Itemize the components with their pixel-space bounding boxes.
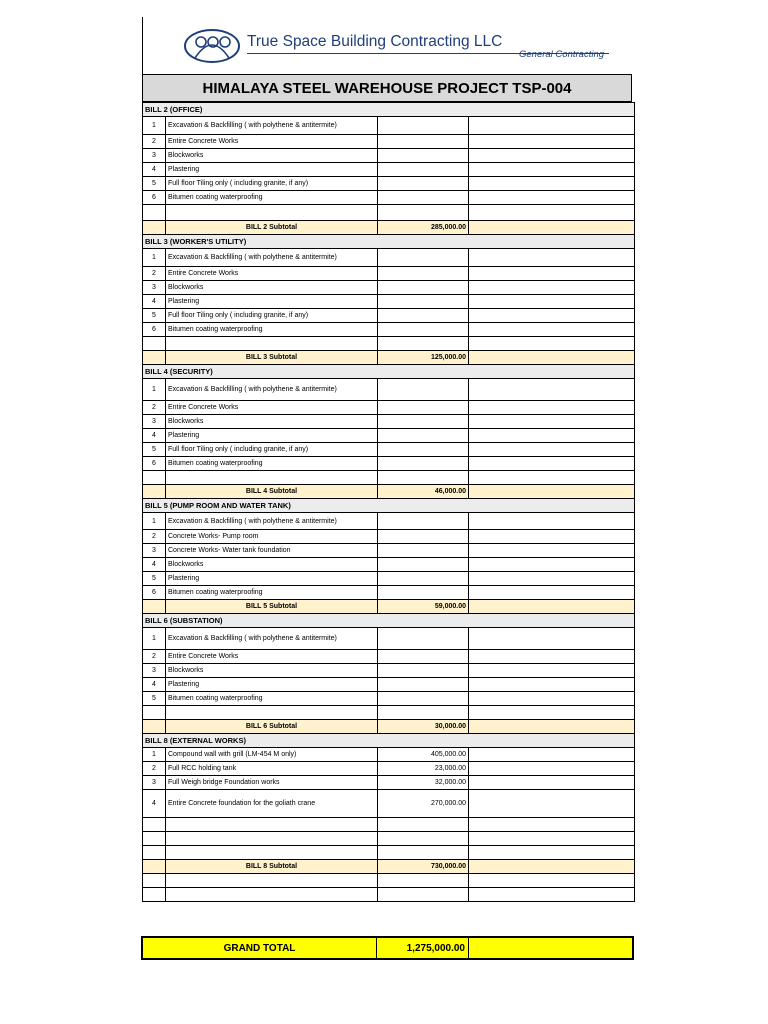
bill-section-heading: [143, 235, 635, 249]
item-description: Compound wall with grill (LM-454 M only): [166, 748, 378, 762]
item-number: 2: [143, 135, 166, 149]
empty-cell: [469, 888, 635, 902]
empty-cell: [166, 706, 378, 720]
item-amount: 32,000.00: [378, 776, 469, 790]
item-number: 6: [143, 457, 166, 471]
item-remarks: [469, 267, 635, 281]
subtotal-label: BILL 2 Subtotal: [166, 221, 378, 235]
table-row: [143, 558, 635, 572]
item-description: Entire Concrete Works: [166, 650, 378, 664]
item-description: Blockworks: [166, 415, 378, 429]
item-number: 5: [143, 692, 166, 706]
item-description: Entire Concrete Works: [166, 267, 378, 281]
table-row: [143, 678, 635, 692]
table-row: [143, 295, 635, 309]
item-number: 6: [143, 191, 166, 205]
item-description: Full floor Tiling only ( including granite, if any): [166, 309, 378, 323]
table-row: [143, 692, 635, 706]
item-number: 1: [143, 513, 166, 530]
bill-subtotal-row: [143, 221, 635, 235]
empty-cell: [378, 874, 469, 888]
item-description: Full floor Tiling only ( including granite, if any): [166, 177, 378, 191]
item-number: 4: [143, 558, 166, 572]
item-number: 2: [143, 530, 166, 544]
item-number: 6: [143, 323, 166, 337]
subtotal-value: 30,000.00: [378, 720, 469, 734]
empty-cell: [166, 888, 378, 902]
subtotal-label: BILL 4 Subtotal: [166, 485, 378, 499]
section-heading-text: BILL 5 (PUMP ROOM AND WATER TANK): [143, 499, 635, 513]
empty-cell: [143, 846, 166, 860]
item-description: Plastering: [166, 295, 378, 309]
item-amount: [378, 664, 469, 678]
item-number: 2: [143, 762, 166, 776]
subtotal-value: 125,000.00: [378, 351, 469, 365]
item-amount: [378, 309, 469, 323]
item-amount: [378, 628, 469, 650]
bill-subtotal-row: [143, 600, 635, 614]
item-number: 5: [143, 443, 166, 457]
subtotal-blank: [143, 720, 166, 734]
item-description: Blockworks: [166, 281, 378, 295]
item-description: Plastering: [166, 678, 378, 692]
bill-subtotal-row: [143, 860, 635, 874]
item-number: 5: [143, 309, 166, 323]
table-row: [143, 664, 635, 678]
empty-row: [143, 337, 635, 351]
empty-cell: [143, 337, 166, 351]
empty-row: [143, 205, 635, 221]
empty-row: [143, 706, 635, 720]
subtotal-value: 59,000.00: [378, 600, 469, 614]
subtotal-label: BILL 5 Subtotal: [166, 600, 378, 614]
empty-cell: [378, 471, 469, 485]
item-amount: [378, 558, 469, 572]
table-row: [143, 135, 635, 149]
item-description: Blockworks: [166, 149, 378, 163]
item-description: Full Weigh bridge Foundation works: [166, 776, 378, 790]
bill-section-heading: [143, 103, 635, 117]
company-tagline: General Contracting: [519, 49, 605, 60]
item-amount: [378, 323, 469, 337]
item-number: 2: [143, 650, 166, 664]
item-number: 4: [143, 429, 166, 443]
item-number: 1: [143, 748, 166, 762]
item-description: Full RCC holding tank: [166, 762, 378, 776]
empty-row: [143, 888, 635, 902]
subtotal-remarks: [469, 485, 635, 499]
empty-cell: [166, 205, 378, 221]
table-row: [143, 443, 635, 457]
item-amount: [378, 415, 469, 429]
table-row: [143, 267, 635, 281]
item-remarks: [469, 149, 635, 163]
empty-cell: [378, 846, 469, 860]
item-remarks: [469, 117, 635, 135]
item-remarks: [469, 650, 635, 664]
subtotal-remarks: [469, 351, 635, 365]
table-row: [143, 415, 635, 429]
item-remarks: [469, 177, 635, 191]
item-remarks: [469, 558, 635, 572]
company-name: True Space Building Contracting LLC: [247, 33, 503, 50]
empty-cell: [143, 832, 166, 846]
item-description: Entire Concrete foundation for the goliath crane: [166, 790, 378, 818]
item-remarks: [469, 379, 635, 401]
bill-section-heading: [143, 499, 635, 513]
item-number: 1: [143, 117, 166, 135]
table-row: [143, 762, 635, 776]
item-amount: [378, 692, 469, 706]
item-number: 6: [143, 586, 166, 600]
table-row: [143, 544, 635, 558]
empty-cell: [166, 874, 378, 888]
item-description: Plastering: [166, 429, 378, 443]
subtotal-value: 46,000.00: [378, 485, 469, 499]
table-row: [143, 117, 635, 135]
table-row: [143, 281, 635, 295]
item-description: Entire Concrete Works: [166, 135, 378, 149]
item-number: 3: [143, 664, 166, 678]
item-amount: [378, 295, 469, 309]
subtotal-remarks: [469, 600, 635, 614]
item-remarks: [469, 309, 635, 323]
table-row: [143, 628, 635, 650]
empty-cell: [143, 818, 166, 832]
item-remarks: [469, 457, 635, 471]
table-row: [143, 513, 635, 530]
item-amount: [378, 650, 469, 664]
grand-total-blank: [469, 938, 632, 958]
item-remarks: [469, 628, 635, 650]
empty-cell: [166, 337, 378, 351]
subtotal-label: BILL 3 Subtotal: [166, 351, 378, 365]
item-number: 2: [143, 267, 166, 281]
item-amount: [378, 379, 469, 401]
subtotal-value: 285,000.00: [378, 221, 469, 235]
item-description: Blockworks: [166, 558, 378, 572]
table-row: [143, 191, 635, 205]
grand-total-row: [141, 936, 634, 960]
section-heading-text: BILL 8 (EXTERNAL WORKS): [143, 734, 635, 748]
empty-cell: [378, 337, 469, 351]
bill-section-heading: [143, 734, 635, 748]
item-remarks: [469, 776, 635, 790]
item-remarks: [469, 790, 635, 818]
item-amount: [378, 443, 469, 457]
empty-row: [143, 874, 635, 888]
empty-cell: [469, 832, 635, 846]
empty-cell: [378, 888, 469, 902]
item-remarks: [469, 572, 635, 586]
item-description: Full floor Tiling only ( including granite, if any): [166, 443, 378, 457]
table-row: [143, 650, 635, 664]
subtotal-value: 730,000.00: [378, 860, 469, 874]
item-description: Blockworks: [166, 664, 378, 678]
item-amount: [378, 163, 469, 177]
sheet-title: HIMALAYA STEEL WAREHOUSE PROJECT TSP-004: [142, 74, 632, 102]
item-remarks: [469, 415, 635, 429]
subtotal-blank: [143, 351, 166, 365]
item-number: 1: [143, 628, 166, 650]
grand-total-value: 1,275,000.00: [377, 938, 469, 958]
item-amount: [378, 135, 469, 149]
empty-cell: [469, 846, 635, 860]
item-amount: [378, 457, 469, 471]
bill-subtotal-row: [143, 351, 635, 365]
empty-cell: [378, 832, 469, 846]
item-number: 1: [143, 249, 166, 267]
item-remarks: [469, 323, 635, 337]
empty-cell: [166, 846, 378, 860]
table-row: [143, 401, 635, 415]
item-number: 4: [143, 790, 166, 818]
item-amount: [378, 267, 469, 281]
table-row: [143, 776, 635, 790]
empty-cell: [469, 337, 635, 351]
empty-cell: [143, 471, 166, 485]
table-row: [143, 149, 635, 163]
item-description: Plastering: [166, 163, 378, 177]
grand-total-label: GRAND TOTAL: [143, 938, 377, 958]
empty-cell: [143, 888, 166, 902]
item-amount: [378, 586, 469, 600]
subtotal-remarks: [469, 720, 635, 734]
item-number: 5: [143, 177, 166, 191]
section-heading-text: BILL 3 (WORKER'S UTILITY): [143, 235, 635, 249]
item-number: 3: [143, 776, 166, 790]
item-amount: [378, 117, 469, 135]
item-description: Excavation & Backfilling ( with polythene & antitermite): [166, 249, 378, 267]
subtotal-blank: [143, 485, 166, 499]
subtotal-remarks: [469, 221, 635, 235]
subtotal-blank: [143, 221, 166, 235]
table-row: [143, 177, 635, 191]
subtotal-blank: [143, 860, 166, 874]
company-logo-banner: [173, 19, 623, 71]
item-number: 4: [143, 295, 166, 309]
empty-cell: [378, 818, 469, 832]
subtotal-label: BILL 8 Subtotal: [166, 860, 378, 874]
table-row: [143, 429, 635, 443]
item-description: Bitumen coating waterproofing: [166, 323, 378, 337]
item-number: 4: [143, 678, 166, 692]
table-row: [143, 748, 635, 762]
empty-row: [143, 846, 635, 860]
item-amount: [378, 281, 469, 295]
empty-cell: [143, 874, 166, 888]
bill-of-quantities-table: [142, 102, 635, 902]
item-number: 3: [143, 149, 166, 163]
item-amount: [378, 530, 469, 544]
item-description: Bitumen coating waterproofing: [166, 586, 378, 600]
item-amount: [378, 572, 469, 586]
item-description: Concrete Works- Water tank foundation: [166, 544, 378, 558]
item-description: Entire Concrete Works: [166, 401, 378, 415]
item-remarks: [469, 762, 635, 776]
empty-cell: [469, 874, 635, 888]
item-description: Excavation & Backfilling ( with polythene & antitermite): [166, 379, 378, 401]
table-row: [143, 249, 635, 267]
item-remarks: [469, 678, 635, 692]
sheet-left-border: [142, 17, 143, 74]
item-remarks: [469, 163, 635, 177]
item-description: Excavation & Backfilling ( with polythene & antitermite): [166, 513, 378, 530]
table-row: [143, 790, 635, 818]
empty-row: [143, 818, 635, 832]
item-amount: [378, 513, 469, 530]
item-description: Excavation & Backfilling ( with polythene & antitermite): [166, 628, 378, 650]
item-amount: 23,000.00: [378, 762, 469, 776]
item-amount: 405,000.00: [378, 748, 469, 762]
empty-cell: [469, 471, 635, 485]
item-remarks: [469, 748, 635, 762]
item-description: Bitumen coating waterproofing: [166, 191, 378, 205]
item-amount: [378, 401, 469, 415]
empty-cell: [143, 706, 166, 720]
item-remarks: [469, 692, 635, 706]
section-heading-text: BILL 2 (OFFICE): [143, 103, 635, 117]
item-remarks: [469, 544, 635, 558]
subtotal-blank: [143, 600, 166, 614]
item-number: 2: [143, 401, 166, 415]
empty-cell: [469, 818, 635, 832]
bill-section-heading: [143, 365, 635, 379]
item-amount: [378, 191, 469, 205]
item-description: Plastering: [166, 572, 378, 586]
table-row: [143, 572, 635, 586]
item-amount: [378, 678, 469, 692]
subtotal-label: BILL 6 Subtotal: [166, 720, 378, 734]
table-row: [143, 309, 635, 323]
item-remarks: [469, 401, 635, 415]
item-amount: [378, 149, 469, 163]
table-row: [143, 586, 635, 600]
item-description: Bitumen coating waterproofing: [166, 457, 378, 471]
empty-cell: [378, 706, 469, 720]
empty-cell: [166, 818, 378, 832]
item-remarks: [469, 513, 635, 530]
table-row: [143, 457, 635, 471]
item-number: 1: [143, 379, 166, 401]
bill-section-heading: [143, 614, 635, 628]
item-remarks: [469, 443, 635, 457]
empty-cell: [143, 205, 166, 221]
empty-row: [143, 832, 635, 846]
subtotal-remarks: [469, 860, 635, 874]
item-remarks: [469, 295, 635, 309]
item-number: 4: [143, 163, 166, 177]
item-amount: [378, 544, 469, 558]
item-number: 3: [143, 544, 166, 558]
item-amount: [378, 249, 469, 267]
table-row: [143, 530, 635, 544]
empty-cell: [469, 706, 635, 720]
item-number: 3: [143, 415, 166, 429]
empty-row: [143, 471, 635, 485]
item-remarks: [469, 586, 635, 600]
company-emblem-icon: [183, 28, 241, 64]
item-number: 5: [143, 572, 166, 586]
empty-cell: [469, 205, 635, 221]
item-description: Bitumen coating waterproofing: [166, 692, 378, 706]
table-row: [143, 379, 635, 401]
item-remarks: [469, 249, 635, 267]
empty-cell: [166, 471, 378, 485]
item-description: Excavation & Backfilling ( with polythene & antitermite): [166, 117, 378, 135]
item-remarks: [469, 191, 635, 205]
item-amount: 270,000.00: [378, 790, 469, 818]
table-row: [143, 163, 635, 177]
empty-cell: [166, 832, 378, 846]
item-description: Concrete Works- Pump room: [166, 530, 378, 544]
item-amount: [378, 429, 469, 443]
bill-subtotal-row: [143, 720, 635, 734]
empty-cell: [378, 205, 469, 221]
item-remarks: [469, 281, 635, 295]
item-remarks: [469, 530, 635, 544]
bill-subtotal-row: [143, 485, 635, 499]
item-amount: [378, 177, 469, 191]
item-remarks: [469, 664, 635, 678]
item-remarks: [469, 429, 635, 443]
section-heading-text: BILL 6 (SUBSTATION): [143, 614, 635, 628]
item-remarks: [469, 135, 635, 149]
item-number: 3: [143, 281, 166, 295]
table-row: [143, 323, 635, 337]
section-heading-text: BILL 4 (SECURITY): [143, 365, 635, 379]
